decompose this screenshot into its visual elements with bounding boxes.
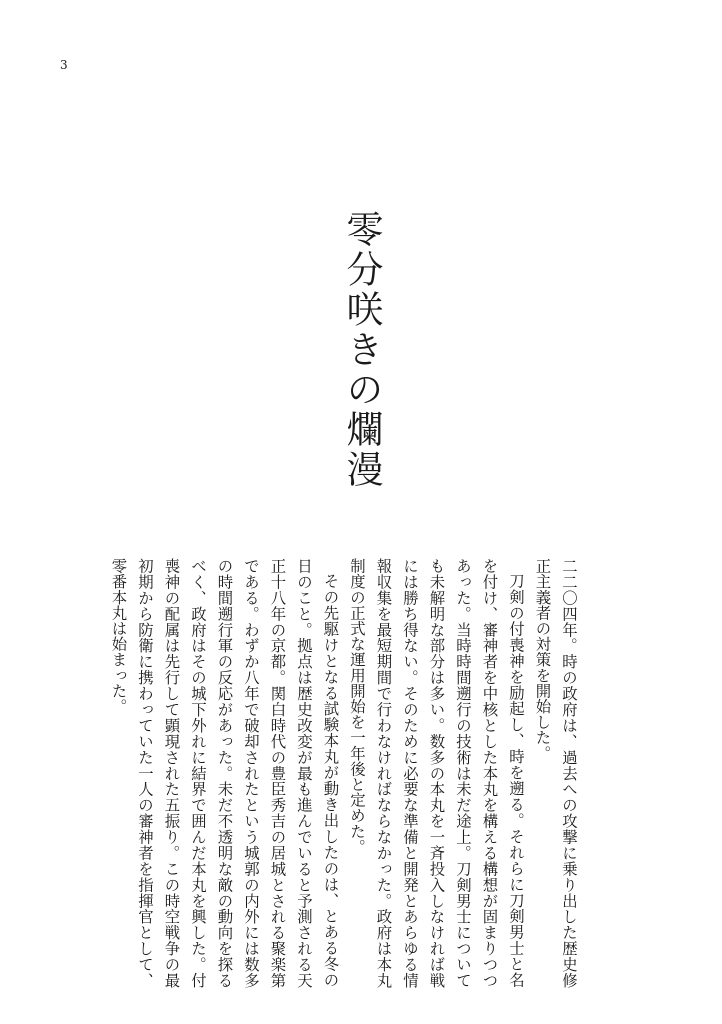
body-text <box>109 558 582 988</box>
page-number: 3 <box>60 58 68 72</box>
paragraph: 二二〇四年。時の政府は、過去への攻撃に乗り出した歴史修正主義者の対策を開始した。 <box>533 558 578 988</box>
paragraph: 刀剣の付喪神を励起し、時を遡る。それらに刀剣男士と名を付け、審神者を中核とした本丸を構える構想が固まりつつあった。当時時間遡行の技術は未だ途上。刀剣男士についても未解明な部分は多い。数多の本丸を一斉投入しなければ戦には勝ち得ない。そのために必要な準備と開発とあらゆる情報収集を最短期間で行わなければならなかった。政府は本丸制度の正式な運用開始を一年後と定めた。 <box>348 558 525 988</box>
paragraph: その先駆けとなる試験本丸が動き出したのは、とある冬の日のこと。拠点は歴史改変が最も進んでいると予測される天正十八年の京都。関白時代の豊臣秀吉の居城とされる聚楽第である。わずか八年で破却されたという城郭の内外には数多の時間遡行軍の反応があった。未だ不透明な敵の動向を探るべく、政府はその城下外れに結界で囲んだ本丸を興した。付喪神の配属は先行して顕現された五振り。この時空戦争の最初期から防衛に携わっていた一人の審神者を指揮官として、零番本丸は始まった。 <box>109 558 340 988</box>
chapter-title: 零分咲きの爛漫 <box>340 210 383 490</box>
